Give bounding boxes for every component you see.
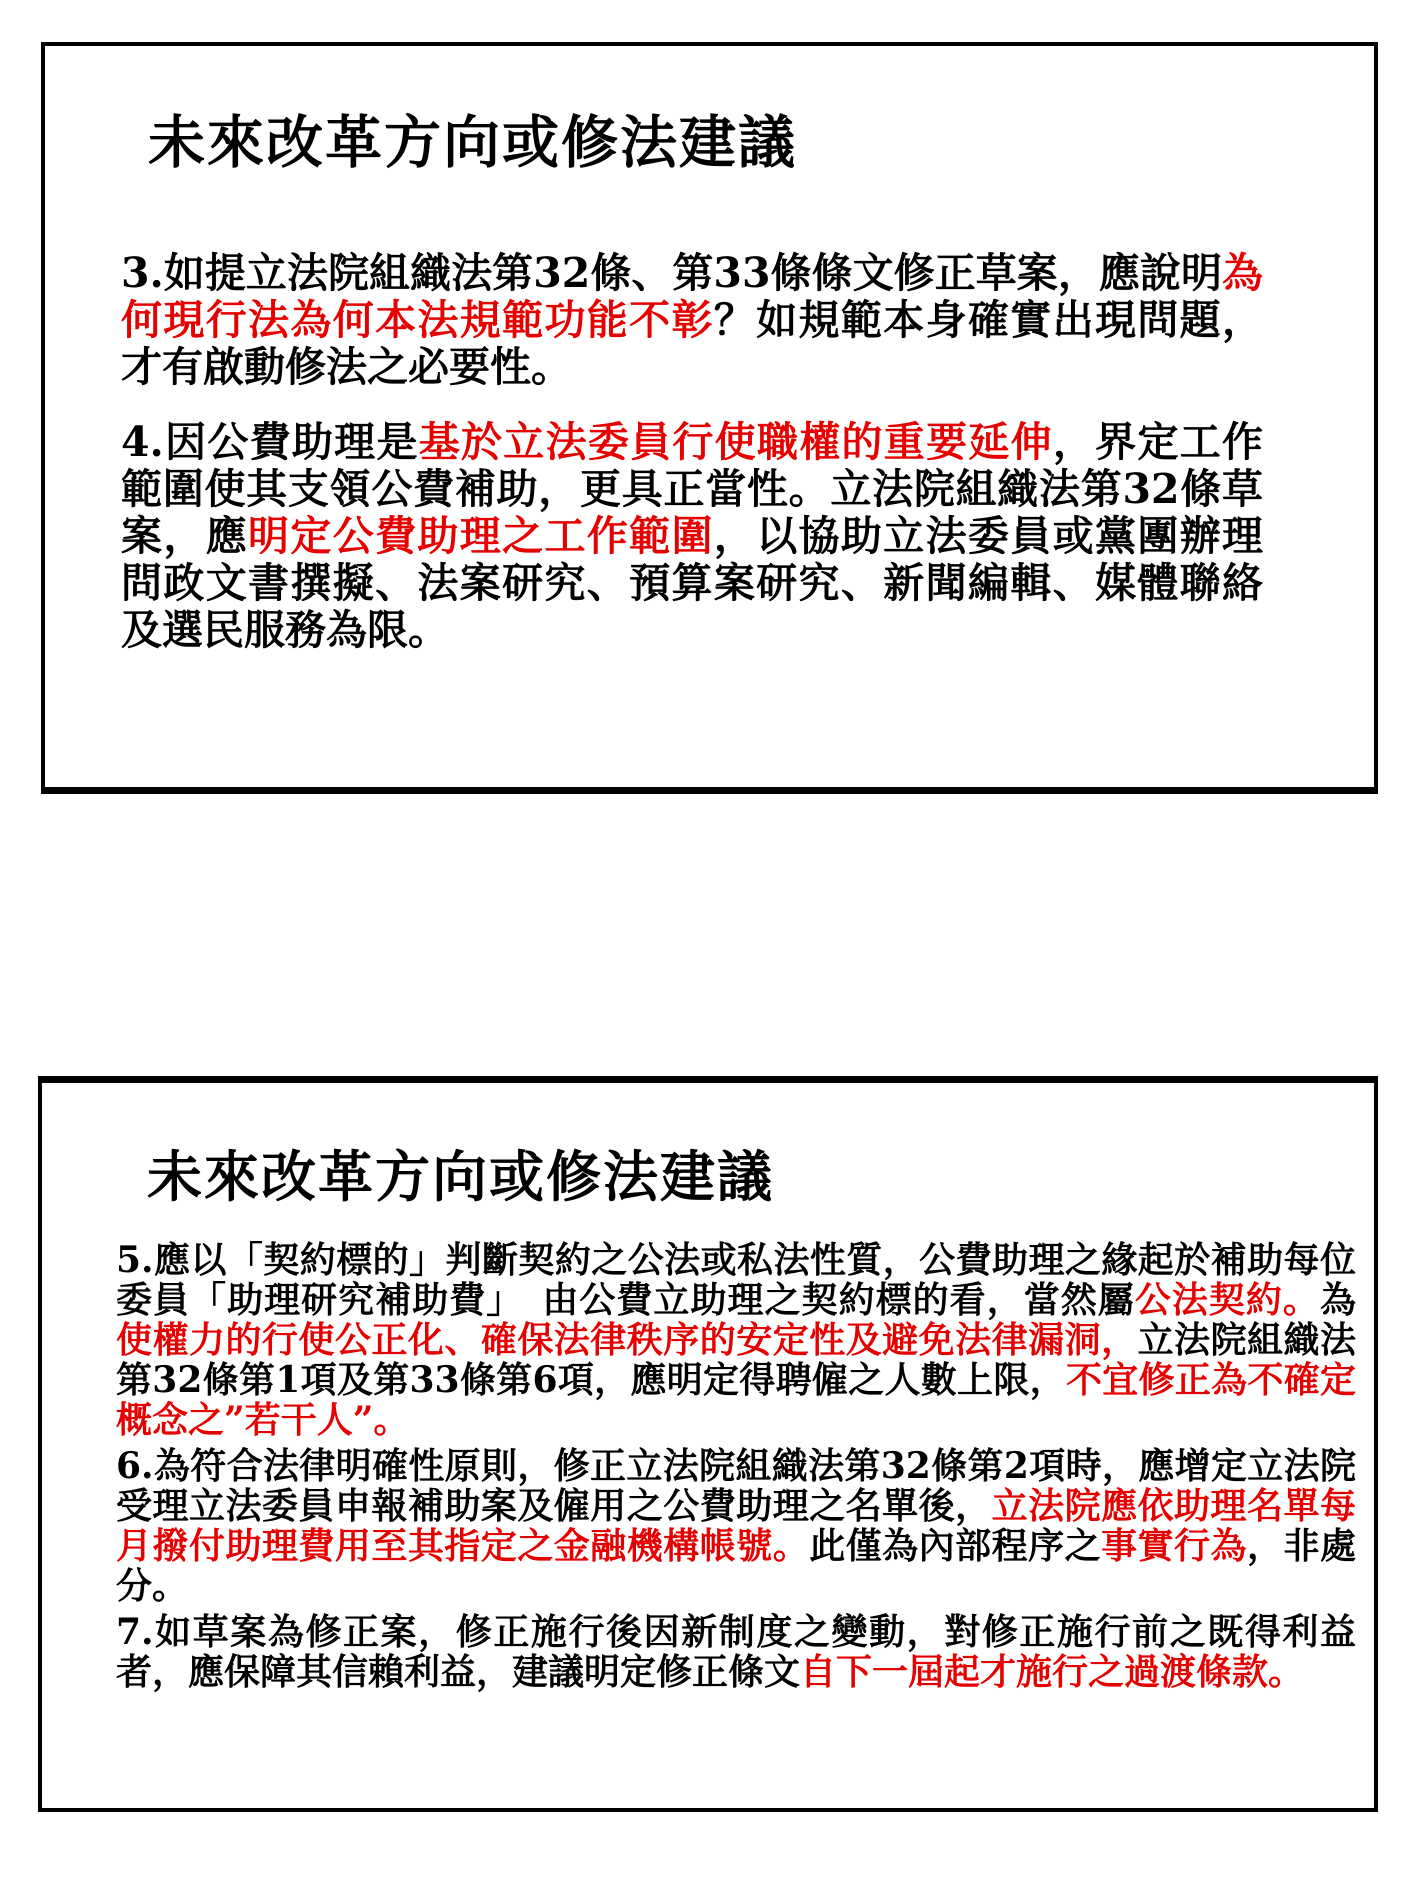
slide-title: 未來改革方向或修法建議 [147,1145,775,1209]
text-segment: ？如規範本身確實出現問題，才有啟動修法之必要性。 [121,296,1264,391]
text-segment: 7.如草案為修正案，修正施行後因新制度之變動，對修正施行前之既得利益者，應保障其信賴利益，建議明定修正條文 [116,1611,1356,1693]
text-segment: ，非處分。 [116,1525,1356,1607]
text-segment: 5.應以「契約標的」判斷契約之公法或私法性質，公費助理之緣起於補助每位委員「助理研究補助費」 由公費立助理之契約標的看，當然屬 [116,1239,1356,1321]
slide-body [116,1240,1356,1698]
paragraph [116,1240,1356,1440]
text-segment: 6.為符合法律明確性原則，修正立法院組織法第32條第2項時，應增定立法院受理立法委員申報補助案及僱用之公費助理之名單後， [116,1445,1356,1527]
highlighted-text-segment: 基於立法委員行使職權的重要延伸 [418,418,1053,466]
highlighted-text-segment: 為何現行法為何本法規範功能不彰 [121,249,1263,344]
text-segment: ，界定工作範圍使其支領公費補助，更具正當性。立法院組織法第32條草案，應 [121,418,1264,560]
text-segment: 為 [1319,1279,1356,1321]
text-segment: 立法院組織法第32條第1項及第33條第6項，應明定得聘僱之人數上限， [116,1319,1356,1401]
highlighted-text-segment: 不宜修正為不確定概念之”若干人”。 [116,1359,1356,1441]
highlighted-text-segment: 公法契約。 [1134,1279,1320,1321]
slide-body [121,250,1263,682]
text-segment: 3.如提立法院組織法第32條、第33條條文修正草案，應說明 [121,249,1222,297]
text-segment: 4.因公費助理是 [121,418,419,466]
highlighted-text-segment: 使權力的行使公正化、確保法律秩序的安定性及避免法律漏洞， [116,1319,1138,1361]
paragraph [116,1446,1356,1606]
slide-2 [38,1076,1378,1812]
text-segment: 此僅為內部程序之 [809,1525,1102,1567]
slide-1 [41,42,1378,794]
paragraph [116,1612,1356,1692]
highlighted-text-segment: 事實行為 [1101,1525,1247,1567]
highlighted-text-segment: 明定公費助理之工作範圍 [248,512,714,560]
paragraph [121,250,1263,391]
highlighted-text-segment: 立法院應依助理名單每月撥付助理費用至其指定之金融機構帳號。 [116,1485,1356,1567]
slide-title: 未來改革方向或修法建議 [148,110,797,176]
text-segment: ，以協助立法委員或黨團辦理問政文書撰擬、法案研究、預算案研究、新聞編輯、媒體聯絡及選民服務為限。 [121,512,1264,654]
highlighted-text-segment: 自下一屆起才施行之過渡條款。 [800,1651,1305,1693]
paragraph [121,419,1263,654]
